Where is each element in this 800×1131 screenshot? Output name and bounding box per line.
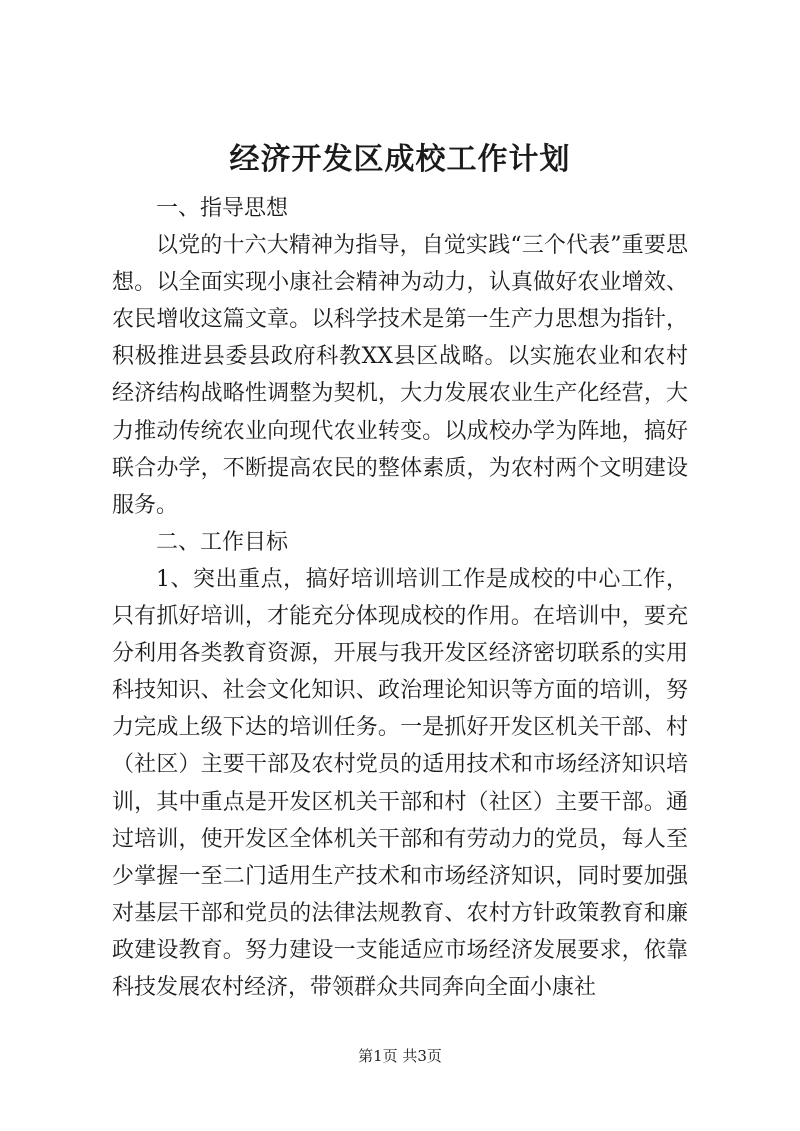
section-heading-guiding-thought: 一、指导思想 [156,196,289,221]
page-footer: 第1页 共3页 [358,1047,442,1065]
section-heading-work-goals: 二、工作目标 [156,529,289,555]
document-title: 经济开发区成校工作计划 [229,142,571,177]
paragraph-work-goals-1: 1、突出重点，搞好培训培训工作是成校的中心工作，只有抓好培训，才能充分体现成校的作用。在培训中，要充分利用各类教育资源，开展与我开发区经济密切联系的实用科技知识、社会文化知识、政治理论知识等方面的培训，努力完成上级下达的培训任务。一是抓好开发区机关干部、村（社区）主要干部及农村党员的适用技术和市场经济知识培训，其中重点是开发区机关干部和村（社区）主要干部。通过培训，使开发区全体机关干部和有劳动力的党员，每人至少掌握一至二门适用生产技术和市场经济知识，同时要加强对基层干部和党员的法律法规教育、农村方针政策教育和廉政建设教育。努力建设一支能适应市场经济发展要求，依靠科技发展农村经济，带领群众共同奔向全面小康社 [112,566,688,1000]
document-body [112,190,688,1006]
paragraph-guiding-thought: 以党的十六大精神为指导，自觉实践“三个代表”重要思想。以全面实现小康社会精神为动力，认真做好农业增效、农民增收这篇文章。以科学技术是第一生产力思想为指针，积极推进县委县政府科教XX县区战略。以实施农业和农村经济结构战略性调整为契机，大力发展农业生产化经营，大力推动传统农业向现代农业转变。以成校办学为阵地，搞好联合办学，不断提高农民的整体素质，为农村两个文明建设服务。 [112,233,688,518]
